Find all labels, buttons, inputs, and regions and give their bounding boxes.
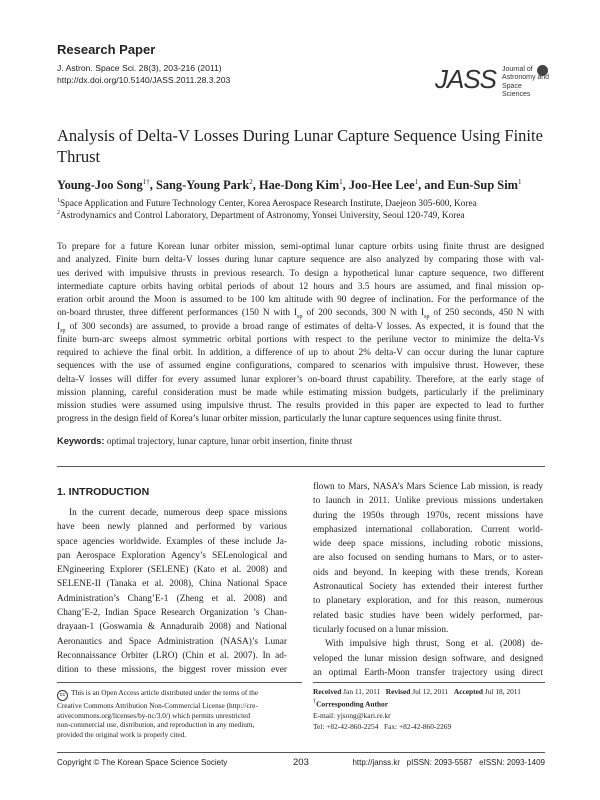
keywords-label: Keywords:	[57, 436, 105, 446]
affiliation: $^2$Astrodynamics and Control Laboratory, Department of Astronomy, Yonsei University, Seoul 120-749, Korea	[57, 210, 465, 222]
author-name: Joo-Hee Lee	[348, 178, 415, 193]
footnote-divider	[313, 682, 545, 683]
author-name: Young-Joo Song	[57, 178, 143, 193]
author-email[interactable]: E-mail: yjsong@kari.re.kr	[313, 710, 391, 720]
article-info	[313, 686, 545, 732]
body-column-right: flown to Mars, NASA’s Mars Science Lab mission, is ready to launch in 2011. Unlike previous missions undertaken during the 1950s through 1970s, recent missions have emphasized international collaboration. Current world- wide deep space missions, including robotic missions, are also focused on sending humans to Mars, or to aster- oids and beyond. In keeping with these trends, Korean Astronautical Society has extended their interest further to planetary exploration, and for this reason, numerous related basic studies have been widely performed, par- ticularly focused on a lunar mission. With impulsive high thrust, Song et al. (2008) de- veloped the lunar mission design software, and designed an optimal Earth-Moon transfer trajectory using direct	[313, 482, 543, 678]
keywords: Keywords: optimal trajectory, lunar capture, lunar orbit insertion, finite thrust	[57, 436, 353, 447]
author-list: Young-Joo Song$^{1\dagger}$, Sang-Young Park$^2$, Hae-Dong Kim$^1$, Joo-Hee Lee$^1$, and Eun-Sup Sim$^1$	[57, 178, 522, 193]
abstract: To prepare for a future Korean lunar orbiter mission, semi-optimal lunar capture orbits using finite thrust are designed and analyzed. Finite burn delta-V losses during lunar capture sequence are also analyzed by comparing those with val- ues derived with impulsive thrusts in previous research. To design a hypothetical lunar capture sequence, two different intermediate capture orbits having orbital periods of about 12 hours and 3.5 hours are assumed, and final mission op- eration orbit around the Moon is assumed to be 100 km altitude with 90 degree of inclination. For the performance of the on-board thruster, three different performances (150 N with $I_{sp}$ of 200 seconds, 300 N with $I_{sp}$ of 250 seconds, 450 N with $I_{sp}$ of 300 seconds) are assumed, to provide a broad range of estimates of delta-V losses. As expected, it is found that the finite burn-arc sweeps almost symmetric orbital portions with respect to the perilune vector to minimize the delta-Vs required to achieve the final orbit. In addition, a difference of up to about 2% delta-V can occur during the lunar capture sequences with the use of assumed engine configurations, compared to scenarios with impulsive thrust. However, these delta-V losses will differ for every assumed lunar explorer’s on-board thrust capability. Therefore, at the early stage of mission planning, careful consideration must be made while estimating mission budgets, particularly if the preliminary mission studies were assumed using impulsive thrust. The results provided in this paper are expected to lead to further progress in the design field of Korea’s lunar orbiter mission, particularly the lunar capture sequences using finite thrust.	[57, 242, 544, 425]
copyright-text: Copyright © The Korean Space Science Society	[57, 758, 228, 767]
doi-link[interactable]: http://dx.doi.org/10.5140/JASS.2011.28.3.203	[57, 75, 231, 85]
author-name: Sang-Young Park	[155, 178, 250, 193]
logo-wordmark: JASS	[435, 64, 497, 94]
footer-divider	[57, 752, 545, 753]
corresponding-author-label: †Corresponding Author	[313, 699, 389, 709]
page-number: 203	[293, 757, 309, 768]
logo-subtitle: Journal of Astronomy and Space Sciences	[502, 66, 550, 99]
article-dates: Received Jan 11, 2011 Revised Jul 12, 2011 Accepted Jul 18, 2011	[313, 687, 521, 696]
author-name: Hae-Dong Kim	[258, 178, 340, 193]
section-heading: 1. INTRODUCTION	[57, 486, 150, 498]
footnote-divider	[57, 682, 302, 683]
journal-issn: http://janss.kr pISSN: 2093-5587 eISSN: 2093-1409	[352, 758, 545, 767]
body-column-left: In the current decade, numerous deep space missions have been newly planned and performed by various space agencies worldwide. Examples of these include Ja- pan Aerospace Exploration Agency’s SELenological and ENgineering Explorer (SELENE) (Kato et al. 2008) and SELENE-II (Tanaka et al. 2008), China National Space Administration’s Chang’E-1 (Zheng et al. 2008) and Chang’E-2, Indian Space Research Organization ’s Chan- drayaan-1 (Goswamia & Annaduraib 2008) and National Aeronautics and Space Administration (NASA)’s Lunar Reconnaissance Orbiter (LRO) (Chin et al. 2007). In ad- dition to these missions, the biggest rover mission ever	[57, 508, 287, 676]
open-access-notice: cc This is an Open Access article distributed under the terms of the Creative Commons Attribution Non-Commercial License (http://cre- ativecommons.org/licenses/by-nc/3.0/) which permits unrestricted non-commercial use, distribution, and reproduction in any medium, provided the original work is properly cited.	[57, 688, 259, 739]
article-type-label: Research Paper	[57, 42, 156, 57]
author-phone-fax: Tel: +82-42-860-2254 Fax: +82-42-860-2269	[313, 722, 452, 732]
paper-title: Analysis of Delta-V Losses During Lunar Capture Sequence Using Finite Thrust	[57, 126, 543, 166]
page-footer	[57, 758, 545, 774]
affiliation: $^1$Space Application and Future Technology Center, Korea Aerospace Research Institute, Daejeon 305-600, Korea	[57, 198, 477, 210]
citation: J. Astron. Space Sci. 28(3), 203-216 (2011)	[57, 63, 222, 73]
journal-logo	[435, 63, 550, 103]
author-name: Eun-Sup Sim	[447, 178, 518, 193]
divider	[57, 466, 545, 467]
creative-commons-icon: cc	[57, 690, 68, 701]
